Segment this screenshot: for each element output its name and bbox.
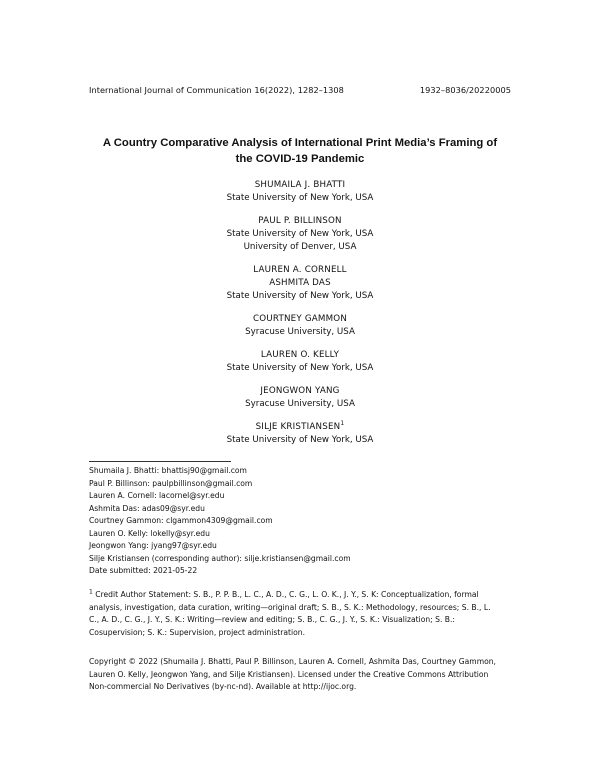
journal-header: International Journal of Communication 16(2022), 1282–1308 [89, 85, 344, 95]
footnote-number: 1 [89, 588, 93, 596]
issn-header: 1932–8036/20220005 [419, 85, 511, 95]
author-affiliation: State University of New York, USA [226, 291, 374, 301]
footnote-text: Credit Author Statement: S. B., P. P. B., L. C., A. D., C. G., L. O. K., J. Y., S. K: Conceptualization, formal [95, 590, 479, 599]
contact-line: Lauren A. Cornell: lacornel@syr.edu [89, 491, 225, 500]
contact-line: Jeongwon Yang: jyang97@syr.edu [89, 541, 217, 550]
footnote-marker[interactable]: 1 [340, 420, 345, 428]
contact-list [89, 465, 351, 578]
footnote-line: C., A. D., C. G., J. Y., S. K.: Writing—review and editing; S. B., C. G., J. Y., S. K.: Visualization; S. B.: [89, 615, 455, 624]
author-block [100, 264, 500, 303]
contact-line: Courtney Gammon: clgammon4309@gmail.com [89, 516, 273, 525]
author-affiliation: Syracuse University, USA [245, 327, 355, 337]
footnote-line [89, 589, 514, 602]
copyright-line: Non-commercial No Derivatives (by-nc-nd). Available at http://ijoc.org. [89, 682, 357, 691]
author-name: JEONGWON YANG [260, 386, 340, 396]
contact-line: Lauren O. Kelly: lokelly@syr.edu [89, 528, 210, 538]
contact-line: Ashmita Das: adas09@syr.edu [89, 503, 205, 513]
author-name: PAUL P. BILLINSON [258, 216, 342, 226]
footnote-line: analysis, investigation, data curation, writing—original draft; S. B., S. K.: Methodology, resources; S. B., L. [89, 602, 491, 612]
date-submitted: Date submitted: 2021-05-22 [89, 566, 198, 575]
author-affiliation: State University of New York, USA [226, 435, 374, 445]
author-name [100, 421, 500, 434]
author-affiliation: Syracuse University, USA [245, 399, 355, 409]
author-name: SHUMAILA J. BHATTI [254, 180, 346, 190]
footnote-line: Cosupervision; S. K.: Supervision, project administration. [89, 627, 305, 637]
author-name: ASHMITA DAS [269, 278, 331, 288]
paper-title [60, 136, 540, 167]
contact-line: Paul P. Billinson: paulpbillinson@gmail.com [89, 478, 253, 488]
author-block [100, 179, 500, 205]
author-affiliation: University of Denver, USA [243, 242, 357, 252]
author-block [100, 421, 500, 447]
author-block [100, 385, 500, 411]
contact-line: Shumaila J. Bhatti: bhattisj90@gmail.com [89, 466, 247, 475]
author-affiliation: State University of New York, USA [226, 363, 374, 373]
copyright-line: Lauren O. Kelly, Jeongwon Yang, and Silje Kristiansen). Licensed under the Creative Commons Attribution [89, 669, 489, 679]
author-list [100, 179, 500, 457]
copyright-line: Copyright © 2022 (Shumaila J. Bhatti, Paul P. Billinson, Lauren A. Cornell, Ashmita Das, Courtney Gammon, [89, 657, 496, 666]
author-block [100, 215, 500, 254]
contact-line: Silje Kristiansen (corresponding author): silje.kristiansen@gmail.com [89, 553, 351, 563]
author-name-text: SILJE KRISTIANSEN [255, 422, 341, 432]
title-line-2: the COVID-19 Pandemic [235, 152, 365, 165]
footnote-divider [89, 461, 231, 462]
author-name: LAUREN A. CORNELL [253, 265, 347, 275]
title-line-1: A Country Comparative Analysis of International Print Media’s Framing of [102, 137, 498, 149]
copyright-notice [89, 656, 514, 694]
credit-footnote [89, 589, 514, 639]
author-name: LAUREN O. KELLY [260, 350, 340, 360]
author-affiliation: State University of New York, USA [226, 229, 374, 239]
author-name: COURTNEY GAMMON [252, 314, 348, 324]
author-affiliation: State University of New York, USA [226, 193, 374, 203]
author-block [100, 313, 500, 339]
author-block [100, 349, 500, 375]
